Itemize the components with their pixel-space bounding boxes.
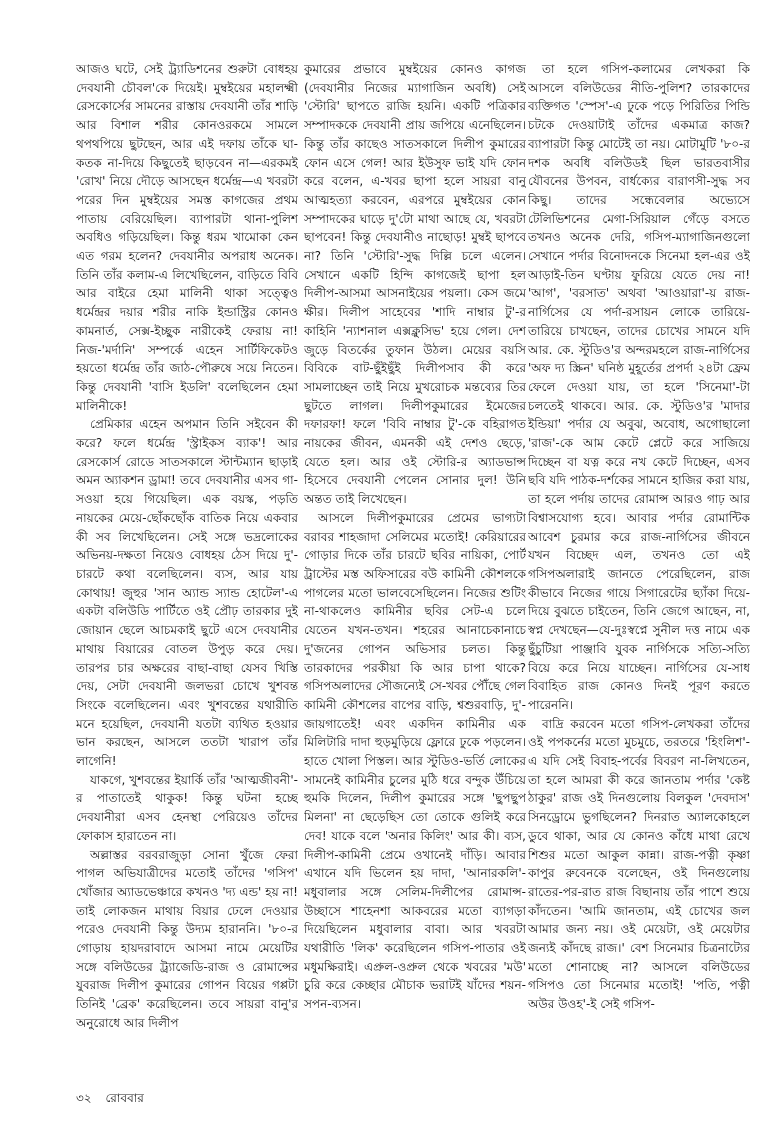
column-1-paragraph-3: যাকগে, খুশবন্তের ইয়ার্কি তাঁর 'আত্মজীবনী'-র পাতাতেই থাকুক! কিন্তু ঘটনা হচ্ছে দেবযানীরা এসব হেনস্থা পেরিয়েও তাঁদের ফোকাস হারাতেন না। xyxy=(76,772,298,843)
text-column-2 xyxy=(304,60,526,1080)
section-name: রোববার xyxy=(105,1091,144,1105)
column-1-paragraph-4: অল্লাস্তর বরবরাজুড়া সোনা খুঁজে ফেরা পাগল অভিযাত্রীদের মতোই তাঁদের 'গসিপ' খোঁজার অ্যাডভেঞ্চারে কখনও 'দ্য এন্ড' হয় না! তাই লোকজন মাথায় বিয়ার ঢেলে দেওয়ার পরেও দেবযানী কিন্তু উদ্যম হারাননি। '৮০-র গোড়ায় হায়দরাবাদে আসমা নামে মেয়েটির সঙ্গে বলিউডের ট্র্যাজেডি-রাজ ও রোমান্সের যুবরাজ দিলীপ কুমারের গোপন বিয়ের গপ্পটা তিনিই 'ব্রেক' করেছিলেন। তবে সায়রা বানু'র অনুরোধে আর দিলীপ xyxy=(76,847,298,1030)
column-2-paragraph-2: আসলে দিলীপকুমারের প্রেমের ভাগ্যটা বরাবর শাহজাদা সেলিমের মতোই! কেরিয়ারের গোড়ার দিকে তাঁর চারটে ছবির নায়িকা, পোর্ট ট্রাস্টের মস্ত অফিসারের বউ কামিনী কৌশলকে পাগলের মতো ভালবেসেছিলেন। নিজের শুটিং না-থাকলেও কামিনীর ছবির সেট-এ চলে যেতেন যখন-তখন। শহরের আনাচেকানাচে দু'জনের গোপন অভিসার চলত। কিন্তু তারকাদের পরকীয়া কি আর চাপা থাকে? গসিপঅলাদের সৌজন্যেই সে-খবর পৌঁছে গেল কামিনী কৌশলের বাপের বাড়ি, শ্বশুরবাড়ি, দু'-জায়গাতেই! এবং একদিন কামিনীর এক মিলিটারি দাদা হুড়মুড়িয়ে ফ্লোরে ঢুকে পড়লেন। হাতে খোলা পিস্তল। আর স্টুডিও-ভর্তি লোকের সামনেই কামিনীর চুলের মুঠি ধরে বন্দুক উঁচিয়ে হুমকি দিলেন, দিলীপ কুমারের সঙ্গে 'ছুপছুপ মিলনা' না ছেড়েছিস তো তোকে গুলিই করে দেব! যাকে বলে 'অনার কিলিং' আর কী। ব্যস, দিলীপ-কামিনী প্রেমে ওখানেই দাঁড়ি। আবার এখানে যদি ভিলেন হয় দাদা, 'আনারকলি'-মধুবালার সঙ্গে সেলিম-দিলীপের রোমান্স-উচ্ছাসে শাহেনশা আকবরের মতো ব্যাগড়া দিয়েছিলেন মধুবালার বাবা। আর খবরটা যথারীতি 'লিক' করেছিলেন গসিপ-পাতার ওই মধুমক্ষিরাই। এপ্রুল-ওপ্রুল থেকে খবরের 'মউ' চুরি করে কেচ্ছার মৌচাক ভরাটই যাঁদের শয়ন-সপন-ব্যসন। xyxy=(304,510,526,1012)
page-footer xyxy=(76,1090,154,1110)
text-column-3 xyxy=(528,60,750,1080)
text-column-1 xyxy=(76,60,298,1080)
column-3-paragraph-1: তা হলে গসিপ-কলামের লেখকরা কি আসলে বলিউডের নীতি-পুলিশ? তারকাদের ব্যক্তিগত 'স্পেস'-এ ঢুকে পড়ে পিরিতির পিন্ডি চটকে দেওয়াটাই তাঁদের একমাত্র কাজ? ব্যাপারটা কিন্তু মোটেই তা নয়। মোটামুটি '৮০-র দশক অবধি বলিউডই ছিল ভারতবাসীর যৌবনের উপবন, বার্ধক্যের বারাণসী-সুদ্ধ সব কিছু। তাদের সন্ধেবেলার অভ্যেসে টেলিভিশনের মেগা-সিরিয়াল গেঁড়ে বসতে তখনও অনেক দেরি, গসিপ-ম্যাগাজিনগুলো সেখানে পর্দার বিনোদনকে সিনেমা হল-এর ওই আড়াই-তিন ঘণ্টায় ফুরিয়ে যেতে দেয় না! 'আগ', 'বরসাত' অথবা 'আওয়ারা'-য় রাজ-নার্গিসের যে পর্দা-রসায়ন লোকে তারিয়ে-তারিয়ে চাখছেন, তাদের চোখের সামনে যদি আর. কে. স্টুডিও'র অন্দরমহলে রাজ-নার্গিসের 'অফ দ্য স্ক্রিন' ঘনিষ্ঠ মুহূর্তের প্রপর্দা ২৪টা ফ্রেম ফেলে দেওয়া যায়, তা হলে 'সিনেমা'-টা চলতেই থাকবে। আর. কে. স্টুডিও'র 'মাদার ইন্ডিয়া' পর্দার যে অবুঝ, অবোধ, অগোছালো 'রাজ'-কে আম কেটে প্লেটে করে সাজিয়ে দিচ্ছেন বা যত্ন করে নখ কেটে দিচ্ছেন, এসব ছবি যদি পাঠক-দর্শকের সামনে হাজির করা যায়, তা হলে পর্দায় তাদের রোমান্স আরও গাঢ় আর বিশ্বাসযোগ্য হবে। আবার পর্দার রোমান্টিক আবেশ চুরমার করে রাজ-নার্গিসের জীবনে যখন বিচ্ছেদ এল, তখনও তো এই গসিপঅলারাই জানতে পেরেছিলেন, রাজ কীভাবে নিজের গায়ে সিগারেটের ছ্যাঁকা দিয়ে-দিয়ে বুঝতে চাইতেন, তিনি জেগে আছেন, না, স্বপ্ন দেখছেন—যে-দুঃস্বপ্নে সুনীল দত্ত নামে এক ছুঁচুটিয়া পাঞ্জাবি যুবক নার্গিসকে সত্যি-সত্যি বিয়ে করে নিয়ে যাচ্ছেন। নার্গিসের যে-সাধ বিবাহিত রাজ কোনও দিনই পূরণ করতে পারেননি। xyxy=(528,62,750,712)
column-3-paragraph-2: বাদ্রি করবেন মতো গসিপ-লেখকরা তাঁদের ওই পপকর্নের মতো মুচমুচে, তরতরে 'হিংলিশ'-এ যদি সেই বিবাহ-পর্বের বিবরণ না-লিখতেন, তা হলে আমরা কী করে জানতাম পর্দার 'কেষ্ট ঠাকুর' রাজ ওই দিনগুলোয় বিলকুল 'দেবদাস' সিনড্রোমে ভুগছিলেন? দিনরাত অ্যালকোহলে ডুবে থাকা, আর যে কোনও কাঁধে মাথা রেখে শিশুর মতো আকুল কান্না। রাজ-পত্নী কৃষ্ণা কাপুর রুবেনকে বলেছেন, ওই দিনগুলোয় রাতের-পর-রাত রাজ বিছানায় তাঁর পাশে শুয়ে কাঁদতেন। 'আমি জানতাম, এই চোখের জল আমার জন্য নয়। ওই মেয়েটা, ওই মেয়েটার জন্যই কাঁদছে রাজ।' বেশ সিনেমার চিত্রনাট্যের মতো শোনাচ্ছে না? আসলে বলিউডের গসিপও তো সিনেমার মতোই! 'পতি, পত্নী অউর উওহ'-ই সেই গসিপ- xyxy=(528,716,750,1012)
column-1-paragraph-1: আজও ঘটে, সেই ট্র্যাডিশনের শুরুটা বোধহয় দেবযানী চৌবল'কে দিয়েই। মুম্বইয়ের মহালক্ষ্মী রেসকোর্সের সামনের রাস্তায় দেবযানী তাঁর শাড়ি আর বিশাল শরীর কোনওরকমে সামলে থপথপিয়ে ছুটছেন, আর এই দফায় তাঁকে ঘা-কতক না-দিয়ে কিছুতেই ছাড়বেন না—এরকমই 'রোখ' নিয়ে দৌড়ে আসছেন ধর্মেন্দ্র—এ খবরটা পরের দিন মুম্বইয়ের সমস্ত কাগজের প্রথম পাতায় বেরিয়েছিল। ব্যাপারটা থানা-পুলিশ অবধিও গড়িয়েছিল। কিন্তু ধরম খামোকা কেন এত গরম হলেন? দেবযানীর অপরাধ অনেক। তিনি তাঁর কলাম-এ লিখেছিলেন, বাড়িতে বিবি আর বাইরে হেমা মালিনী থাকা সত্ত্বেও ধর্মেন্দ্রর দয়ার শরীর নাকি ইন্ডাস্ট্রির কোনও কামনার্ত, সেক্স-ইচ্ছুক নারীকেই ফেরায় না! নিজ-'মর্দানি' সম্পর্কে এহেন সার্টিফিকেটও হয়তো ধর্মেন্দ্র তাঁর জাঠ-পৌরুষে সয়ে নিতেন। কিন্তু দেবযানী 'বাসি ইডলি' বলেছিলেন হেমা মালিনীকে! xyxy=(76,62,298,413)
page-number: ৩২ xyxy=(76,1091,92,1105)
column-1-paragraph-2: প্রেমিকার এহেন অপমান তিনি সইবেন কী করে? ফলে ধর্মেন্দ্র 'স্ট্রাইকস ব্যাক'! আর রেসকোর্স রোডে সাতসকালে স্টান্টম্যান ছাড়াই অমন অ্যাকশন ড্রামা! তবে দেবযানীর এসব গা-সওয়া হয়ে গিয়েছিল। এক বয়স্ক, পড়তি নায়কের মেয়ে-ছোঁকছোঁক বাতিক নিয়ে একবার কী সব লিখেছিলেন। সেই সঙ্গে ভদ্রলোকের অভিনয়-দক্ষতা নিয়েও বোধহয় ঠেস দিয়ে দু'-চারটে কথা বলেছিলেন। ব্যস, আর যায় কোথায়! জুহুর 'সান অ্যান্ড স্যান্ড হোটেল'-এ একটা বলিউডি পার্টিতে ওই প্রৌঢ় তারকার দুই জোয়ান ছেলে আচমকাই ছুটে এসে দেবযানীর মাথায় বিয়ারের বোতল উপুড় করে দেয়। তারপর চার অক্ষরের বাছা-বাছা যেসব খিস্তি দেয়, সেটা দেবযানী জলভরা চোখে খুশবন্ত সিংকে বলেছিলেন। এবং খুশবন্তের যথারীতি মনে হয়েছিল, দেবযানী যতটা ব্যথিত হওয়ার ভান করছেন, আসলে ততটা খারাপ তাঁর লাগেনি! xyxy=(76,417,298,769)
column-2-paragraph-1: কুমারের প্রভাবে মুম্বইয়ের কোনও কাগজ (দেবযানীর নিজের ম্যাগাজিন অবধি) সেই 'স্টোরি' ছাপতে রাজি হয়নি। একটি পত্রিকার সম্পাদককে দেবযানী প্রায় জপিয়ে এনেছিলেন। কিন্তু তাঁর কাছেও সাতসকালে দিলীপ কুমারের ফোন এসে গেল! আর ইউসুফ ভাই যদি ফোন করে বলেন, এ-খবর ছাপা হলে সায়রা বানু আত্মহত্যা করবেন, এরপরে মুম্বইয়ের কোন সম্পাদকের ঘাড়ে দু'টো মাথা আছে যে, খবরটা ছাপবেন! কিন্তু দেবযানীও নাছোড়! মুম্বই ছাপবে না? তিনি 'স্টোরি'-সুদ্ধ দিল্লি চলে এলেন। সেখানে একটি হিন্দি কাগজেই ছাপা হল দিলীপ-আসমা আসনাইয়ের পয়লা। কেস জমে ক্ষীর। দিলীপ সাহেবের 'শাদি নাম্বার টু'-র কাহিনি 'ন্যাশনাল এক্সক্লুসিভ' হয়ে গেল। দেশ জুড়ে বিতর্কের তুফান উঠল। মেয়ের বয়সি বিবিকে বাট-ছুঁইছুঁই দিলীপসাব কী করে সামলাচ্ছেন তাই নিয়ে মুখরোচক মন্তব্যের তির ছুটতে লাগল। দিলীপকুমারের ইমেজের দফারফা! ফলে 'বিবি নাম্বার টু'-কে বহিরাগত নায়কের জীবন, এমনকী এই দেশও ছেড়ে, যেতে হল। আর ওই স্টোরি-র অ্যাডভান্স হিসেবে দেবযানী পেলেন সোনার দুল! উনি অন্তত তাই লিখেছেন। xyxy=(304,62,526,507)
